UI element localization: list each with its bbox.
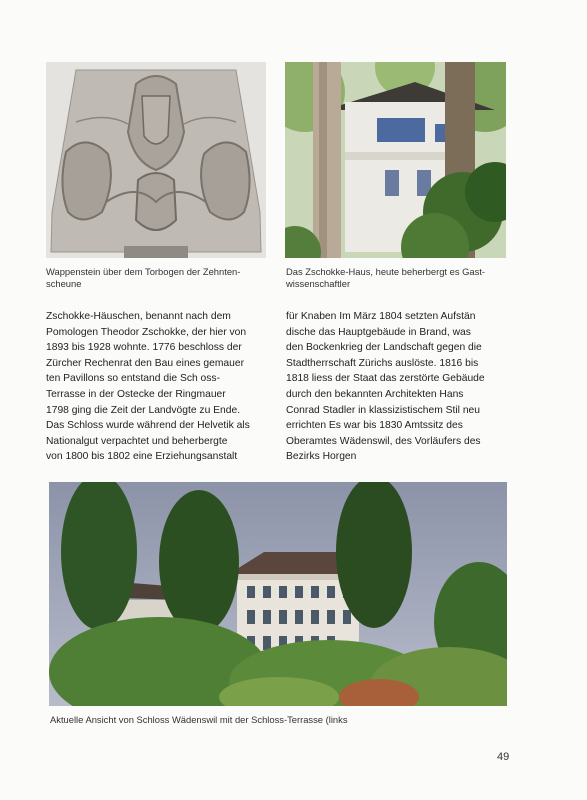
body-line: Stadtherrschaft Zürichs auslöste. 1816 bis (286, 357, 479, 369)
page-number: 49 (497, 751, 510, 763)
body-line: 1798 ging die Zeit der Landvögte zu Ende. (46, 404, 241, 416)
body-line: Zschokke-Häuschen, benannt nach dem (46, 311, 231, 322)
schloss-waedenswil-photo (49, 482, 507, 706)
body-text-left (46, 309, 267, 465)
body-line: 1818 liess der Staat das zerstörte Gebäude (286, 373, 485, 385)
body-line: Terrasse in der Ostecke der Ringmauer (46, 388, 226, 400)
body-line: von 1800 bis 1802 eine Erziehungsanstalt (46, 451, 238, 463)
body-line: Bezirks Horgen (286, 451, 357, 463)
caption-schloss: Aktuelle Ansicht von Schloss Wädenswil mit der Schloss-Terrasse (links (50, 714, 348, 725)
coat-of-arms-relief (46, 62, 266, 258)
zschokke-house-photo (285, 62, 506, 258)
caption-coat-of-arms: Wappenstein über dem Torbogen der Zehnten- scheune (46, 266, 241, 289)
caption-zschokke-house: Das Zschokke-Haus, heute beherbergt es Gast- wissenschaftler (286, 266, 486, 289)
body-line: dische das Hauptgebäude in Brand, was (286, 326, 471, 338)
body-line: für Knaben Im März 1804 setzten Aufstän (286, 311, 476, 322)
body-line: Nationalgut verpachtet und beherbergte (46, 435, 228, 447)
body-line: ten Pavillons so entstand die Sch oss- (46, 373, 221, 385)
body-line: Das Schloss wurde während der Helvetik als (46, 420, 250, 432)
body-line: Oberamtes Wädenswil, des Vorläufers des (286, 435, 481, 447)
body-text-right (286, 309, 507, 465)
coat-of-arms-photo (46, 62, 266, 258)
body-line: den Bockenkrieg der Landschaft gegen die (286, 342, 482, 354)
body-line: Zürcher Rechenrat den Bau eines gemauer (46, 357, 245, 369)
body-line: errichten Es war bis 1830 Amtssitz des (286, 420, 463, 432)
body-line: durch den bekannten Architekten Hans (286, 388, 464, 400)
body-line: Conrad Stadler in klassizistischem Stil neu (286, 404, 481, 416)
body-line: Pomologen Theodor Zschokke, der hier von (46, 326, 247, 338)
schloss-image (49, 482, 507, 706)
zschokke-house-image (285, 62, 506, 258)
body-line: 1893 bis 1928 wohnte. 1776 beschloss der (46, 342, 242, 354)
